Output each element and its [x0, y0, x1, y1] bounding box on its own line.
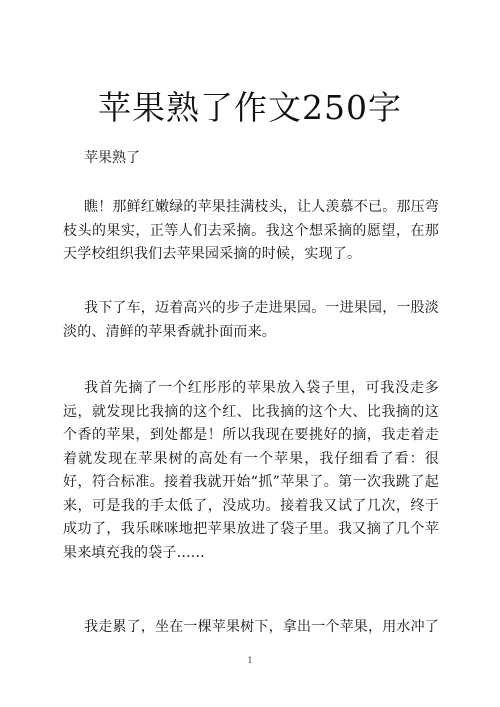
- document-subtitle: 苹果熟了: [84, 150, 140, 166]
- paragraph-3: 我首先摘了一个红彤彤的苹果放入袋子里，可我没走多远，就发现比我摘的这个红、比我摘的这个大、比我摘的这个香的苹果，到处都是！所以我现在要挑好的摘，我走着走着就发现在苹果树的高处有一个苹果，我仔细看了看：很好，符合标准。接着我就开始“抓”苹果了。第一次我跳了起来，可是我的手太低了，没成功。接着我又试了几次，终于成功了，我乐咪咪地把苹果放进了袋子里。我又摘了几个苹果来填充我的袋子……: [63, 380, 439, 561]
- paragraph-1: 瞧！那鲜红嫩绿的苹果挂满枝头，让人羡慕不已。那压弯枝头的果实，正等人们去采摘。我这个想采摘的愿望，在那天学校组织我们去苹果园采摘的时候，实现了。: [63, 199, 439, 262]
- page-number: 1: [247, 656, 253, 665]
- document-title: 苹果熟了作文250字: [98, 88, 402, 127]
- paragraph-2: 我下了车，迈着高兴的步子走进果园。一进果园，一股淡淡的、清鲜的苹果香就扑面而来。: [63, 300, 439, 340]
- paragraph-4: 我走累了，坐在一棵苹果树下，拿出一个苹果，用水冲了: [84, 619, 439, 635]
